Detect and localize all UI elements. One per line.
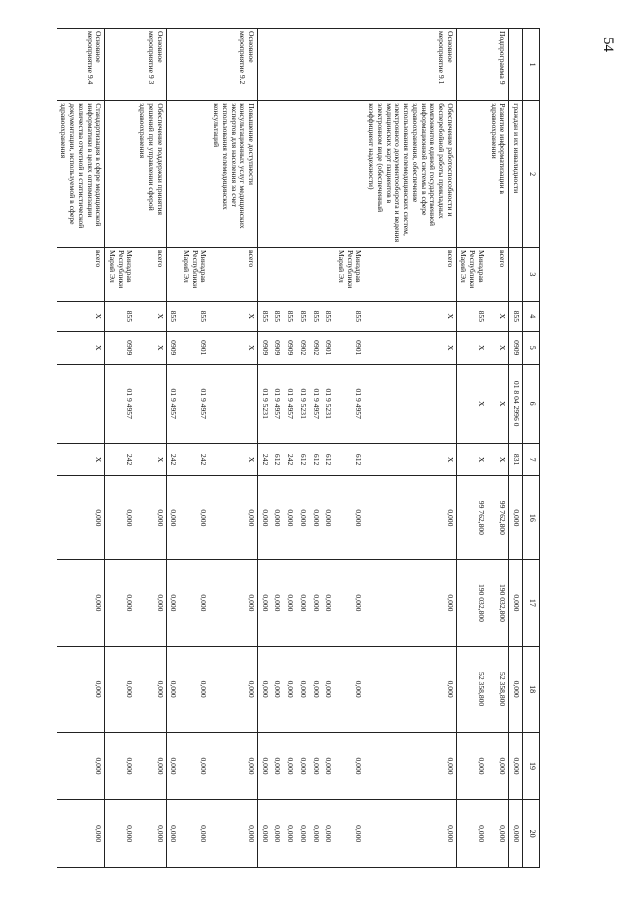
table-row xyxy=(334,29,364,868)
target-article: X xyxy=(487,364,509,443)
responsible-executor xyxy=(166,248,179,302)
ministry-code: 855 xyxy=(309,301,322,331)
responsible-executor: Минздрав Республики Марий Эл xyxy=(105,248,136,302)
rotated-table-container xyxy=(20,28,540,868)
amount-col-20: 0,000 xyxy=(456,800,487,868)
program-name: граждан и их инвалидности xyxy=(509,101,523,248)
amount-col-16: 0,000 xyxy=(296,476,309,560)
amount-col-20: 0,000 xyxy=(334,800,364,868)
amount-col-18: 0,000 xyxy=(283,646,296,732)
amount-col-19: 0,000 xyxy=(179,732,209,800)
program-code: Основное мероприятие 9.4 xyxy=(57,29,105,101)
responsible-executor xyxy=(283,248,296,302)
program-name xyxy=(271,101,284,248)
section-code: 0902 xyxy=(309,331,322,364)
program-name xyxy=(105,101,136,248)
expense-type: X xyxy=(135,443,166,476)
column-header: 18 xyxy=(523,646,540,732)
expense-type: X xyxy=(57,443,105,476)
target-article: 01 9 4957 xyxy=(166,364,179,443)
amount-col-19: 0,000 xyxy=(322,732,335,800)
amount-col-20: 0,000 xyxy=(322,800,335,868)
amount-col-18: 52 358,800 xyxy=(456,646,487,732)
amount-col-17: 0,000 xyxy=(334,560,364,646)
target-article xyxy=(209,364,257,443)
expense-type: 612 xyxy=(296,443,309,476)
amount-col-16: 0,000 xyxy=(258,476,271,560)
table-body xyxy=(57,29,523,868)
section-code: X xyxy=(487,331,509,364)
section-code: X xyxy=(456,331,487,364)
table-row xyxy=(456,29,487,868)
program-code: Основное мероприятие 9.1 xyxy=(365,29,457,101)
amount-col-19: 0,000 xyxy=(166,732,179,800)
ministry-code: 855 xyxy=(456,301,487,331)
target-article: 01 9 4957 xyxy=(271,364,284,443)
program-code xyxy=(296,29,309,101)
amount-col-18: 0,000 xyxy=(258,646,271,732)
section-code: X xyxy=(57,331,105,364)
table-row xyxy=(296,29,309,868)
target-article xyxy=(365,364,457,443)
amount-col-17: 0,000 xyxy=(365,560,457,646)
table-row xyxy=(57,29,105,868)
ministry-code: 855 xyxy=(283,301,296,331)
target-article xyxy=(135,364,166,443)
program-name xyxy=(309,101,322,248)
program-code xyxy=(322,29,335,101)
header-row xyxy=(523,29,540,868)
amount-col-17: 0,000 xyxy=(509,560,523,646)
program-code xyxy=(309,29,322,101)
responsible-executor xyxy=(322,248,335,302)
amount-col-18: 52 358,800 xyxy=(487,646,509,732)
amount-col-19: 0,000 xyxy=(456,732,487,800)
amount-col-17: 0,000 xyxy=(166,560,179,646)
amount-col-20: 0,000 xyxy=(487,800,509,868)
responsible-executor xyxy=(309,248,322,302)
section-code: 0909 xyxy=(166,331,179,364)
budget-table xyxy=(57,28,540,868)
program-code: Основное мероприятие 9.2 xyxy=(209,29,257,101)
target-article: 01 9 5231 xyxy=(258,364,271,443)
program-code xyxy=(334,29,364,101)
amount-col-20: 0,000 xyxy=(309,800,322,868)
amount-col-16: 0,000 xyxy=(283,476,296,560)
ministry-code: 855 xyxy=(258,301,271,331)
expense-type: 831 xyxy=(509,443,523,476)
ministry-code: X xyxy=(135,301,166,331)
responsible-executor: всего xyxy=(487,248,509,302)
section-code: 0909 xyxy=(509,331,523,364)
amount-col-19: 0,000 xyxy=(365,732,457,800)
amount-col-20: 0,000 xyxy=(179,800,209,868)
amount-col-16: 99 762,800 xyxy=(456,476,487,560)
responsible-executor xyxy=(509,248,523,302)
amount-col-19: 0,000 xyxy=(283,732,296,800)
responsible-executor xyxy=(296,248,309,302)
ministry-code: 855 xyxy=(334,301,364,331)
amount-col-16: 0,000 xyxy=(105,476,136,560)
program-name xyxy=(334,101,364,248)
target-article: 01 9 5231 xyxy=(322,364,335,443)
responsible-executor: всего xyxy=(209,248,257,302)
program-code xyxy=(166,29,179,101)
amount-col-18: 0,000 xyxy=(365,646,457,732)
section-code: X xyxy=(209,331,257,364)
target-article: 01 9 4957 xyxy=(105,364,136,443)
target-article xyxy=(57,364,105,443)
amount-col-19: 0,000 xyxy=(509,732,523,800)
section-code: X xyxy=(135,331,166,364)
amount-col-18: 0,000 xyxy=(105,646,136,732)
expense-type: 242 xyxy=(258,443,271,476)
program-code: Основное мероприятие 9 3 xyxy=(135,29,166,101)
amount-col-20: 0,000 xyxy=(296,800,309,868)
amount-col-20: 0,000 xyxy=(57,800,105,868)
program-name xyxy=(283,101,296,248)
ministry-code: 855 xyxy=(322,301,335,331)
amount-col-16: 0,000 xyxy=(334,476,364,560)
expense-type: X xyxy=(365,443,457,476)
program-code: Подпрограмма 9 xyxy=(487,29,509,101)
amount-col-18: 0,000 xyxy=(209,646,257,732)
amount-col-16: 99 762,800 xyxy=(487,476,509,560)
amount-col-20: 0,000 xyxy=(271,800,284,868)
amount-col-17: 0,000 xyxy=(322,560,335,646)
table-row xyxy=(135,29,166,868)
table-row xyxy=(322,29,335,868)
ministry-code: 855 xyxy=(179,301,209,331)
section-code: 0909 xyxy=(105,331,136,364)
amount-col-16: 0,000 xyxy=(271,476,284,560)
ministry-code: X xyxy=(209,301,257,331)
table-row xyxy=(487,29,509,868)
amount-col-16: 0,000 xyxy=(57,476,105,560)
amount-col-18: 0,000 xyxy=(509,646,523,732)
program-name: Стандартизация в сфере медицинской информатики в целях оптимизации количества отчетной и статистической документации, используемой в сфере здравоохранения xyxy=(57,101,105,248)
column-header: 6 xyxy=(523,364,540,443)
column-header: 1 xyxy=(523,29,540,101)
column-header: 19 xyxy=(523,732,540,800)
program-name xyxy=(322,101,335,248)
ministry-code: 855 xyxy=(296,301,309,331)
amount-col-20: 0,000 xyxy=(135,800,166,868)
responsible-executor: всего xyxy=(135,248,166,302)
ministry-code: X xyxy=(487,301,509,331)
amount-col-17: 0,000 xyxy=(179,560,209,646)
column-header: 20 xyxy=(523,800,540,868)
page-number: 54 xyxy=(600,37,616,52)
program-name xyxy=(179,101,209,248)
program-name xyxy=(296,101,309,248)
amount-col-19: 0,000 xyxy=(209,732,257,800)
amount-col-19: 0,000 xyxy=(271,732,284,800)
program-code xyxy=(456,29,487,101)
table-row xyxy=(365,29,457,868)
ministry-code: 855 xyxy=(166,301,179,331)
program-code xyxy=(509,29,523,101)
column-header: 17 xyxy=(523,560,540,646)
expense-type: 612 xyxy=(334,443,364,476)
table-row xyxy=(105,29,136,868)
amount-col-17: 0,000 xyxy=(271,560,284,646)
expense-type: X xyxy=(487,443,509,476)
program-name xyxy=(456,101,487,248)
amount-col-16: 0,000 xyxy=(365,476,457,560)
target-article: 01 8 04 2996 0 xyxy=(509,364,523,443)
amount-col-17: 0,000 xyxy=(209,560,257,646)
amount-col-16: 0,000 xyxy=(135,476,166,560)
program-code xyxy=(271,29,284,101)
target-article: 01 9 4957 xyxy=(309,364,322,443)
amount-col-19: 0,000 xyxy=(334,732,364,800)
column-header: 4 xyxy=(523,301,540,331)
amount-col-20: 0,000 xyxy=(283,800,296,868)
amount-col-19: 0,000 xyxy=(296,732,309,800)
ministry-code: 855 xyxy=(105,301,136,331)
amount-col-20: 0,000 xyxy=(509,800,523,868)
amount-col-16: 0,000 xyxy=(209,476,257,560)
amount-col-17: 190 032,800 xyxy=(456,560,487,646)
target-article: 01 9 5231 xyxy=(296,364,309,443)
amount-col-18: 0,000 xyxy=(166,646,179,732)
program-name xyxy=(258,101,271,248)
section-code: X xyxy=(365,331,457,364)
amount-col-20: 0,000 xyxy=(166,800,179,868)
amount-col-19: 0,000 xyxy=(258,732,271,800)
amount-col-20: 0,000 xyxy=(105,800,136,868)
section-code: 0901 xyxy=(179,331,209,364)
column-header: 3 xyxy=(523,248,540,302)
column-header: 16 xyxy=(523,476,540,560)
section-code: 0909 xyxy=(271,331,284,364)
target-article: 01 9 4957 xyxy=(334,364,364,443)
amount-col-19: 0,000 xyxy=(135,732,166,800)
amount-col-19: 0,000 xyxy=(57,732,105,800)
program-code xyxy=(105,29,136,101)
ministry-code: X xyxy=(365,301,457,331)
amount-col-16: 0,000 xyxy=(309,476,322,560)
program-code xyxy=(258,29,271,101)
amount-col-16: 0,000 xyxy=(509,476,523,560)
responsible-executor: Минздрав Республики Марий Эл xyxy=(334,248,364,302)
table-row xyxy=(271,29,284,868)
program-name xyxy=(166,101,179,248)
column-header: 2 xyxy=(523,101,540,248)
amount-col-17: 190 032,800 xyxy=(487,560,509,646)
ministry-code: X xyxy=(57,301,105,331)
amount-col-16: 0,000 xyxy=(166,476,179,560)
amount-col-18: 0,000 xyxy=(322,646,335,732)
responsible-executor xyxy=(258,248,271,302)
amount-col-17: 0,000 xyxy=(309,560,322,646)
section-code: 0901 xyxy=(322,331,335,364)
amount-col-18: 0,000 xyxy=(334,646,364,732)
responsible-executor: всего xyxy=(57,248,105,302)
table-row xyxy=(166,29,179,868)
responsible-executor: Минздрав Республики Марий Эл xyxy=(456,248,487,302)
expense-type: X xyxy=(456,443,487,476)
section-code: 0901 xyxy=(334,331,364,364)
program-name: Повышение доступности консультационных услуг медицинских экспертов для населения за счет использования телемедицинских консультаций xyxy=(209,101,257,248)
table-row xyxy=(258,29,271,868)
amount-col-17: 0,000 xyxy=(283,560,296,646)
amount-col-19: 0,000 xyxy=(309,732,322,800)
table-row xyxy=(179,29,209,868)
expense-type: 242 xyxy=(105,443,136,476)
amount-col-18: 0,000 xyxy=(179,646,209,732)
table-row xyxy=(283,29,296,868)
amount-col-17: 0,000 xyxy=(57,560,105,646)
ministry-code: 855 xyxy=(509,301,523,331)
expense-type: 612 xyxy=(271,443,284,476)
amount-col-20: 0,000 xyxy=(209,800,257,868)
responsible-executor: всего xyxy=(365,248,457,302)
amount-col-16: 0,000 xyxy=(322,476,335,560)
amount-col-19: 0,000 xyxy=(487,732,509,800)
amount-col-18: 0,000 xyxy=(271,646,284,732)
target-article: X xyxy=(456,364,487,443)
amount-col-17: 0,000 xyxy=(135,560,166,646)
table-row xyxy=(309,29,322,868)
program-name: Обеспечение работоспособности и бесперебойной работы прикладных компонентов единой государственной информационной системы в сфере здравоохранения, обеспечение использования телемедицинских систем, электронного документооборота и ведения медицинских карт пациентов в электронном виде (обеспеченный коэффициент надежности) xyxy=(365,101,457,248)
program-name: Развитие информатизации в здравоохранении xyxy=(487,101,509,248)
expense-type: 242 xyxy=(179,443,209,476)
column-header: 7 xyxy=(523,443,540,476)
responsible-executor xyxy=(271,248,284,302)
section-code: 0909 xyxy=(258,331,271,364)
amount-col-18: 0,000 xyxy=(309,646,322,732)
ministry-code: 855 xyxy=(271,301,284,331)
amount-col-20: 0,000 xyxy=(365,800,457,868)
program-code xyxy=(179,29,209,101)
amount-col-18: 0,000 xyxy=(296,646,309,732)
amount-col-16: 0,000 xyxy=(179,476,209,560)
amount-col-17: 0,000 xyxy=(105,560,136,646)
expense-type: X xyxy=(209,443,257,476)
amount-col-19: 0,000 xyxy=(105,732,136,800)
target-article: 01 9 4957 xyxy=(283,364,296,443)
amount-col-20: 0,000 xyxy=(258,800,271,868)
program-name: Обеспечение поддержки принятия решений при управлении сферой здравоохранения xyxy=(135,101,166,248)
table-row xyxy=(509,29,523,868)
amount-col-18: 0,000 xyxy=(135,646,166,732)
expense-type: 242 xyxy=(166,443,179,476)
responsible-executor: Минздрав Республики Марий Эл xyxy=(179,248,209,302)
program-code xyxy=(283,29,296,101)
column-header: 5 xyxy=(523,331,540,364)
table-row xyxy=(209,29,257,868)
expense-type: 612 xyxy=(309,443,322,476)
amount-col-17: 0,000 xyxy=(258,560,271,646)
amount-col-17: 0,000 xyxy=(296,560,309,646)
section-code: 0909 xyxy=(283,331,296,364)
target-article: 01 9 4957 xyxy=(179,364,209,443)
expense-type: 612 xyxy=(322,443,335,476)
expense-type: 242 xyxy=(283,443,296,476)
section-code: 0902 xyxy=(296,331,309,364)
amount-col-18: 0,000 xyxy=(57,646,105,732)
